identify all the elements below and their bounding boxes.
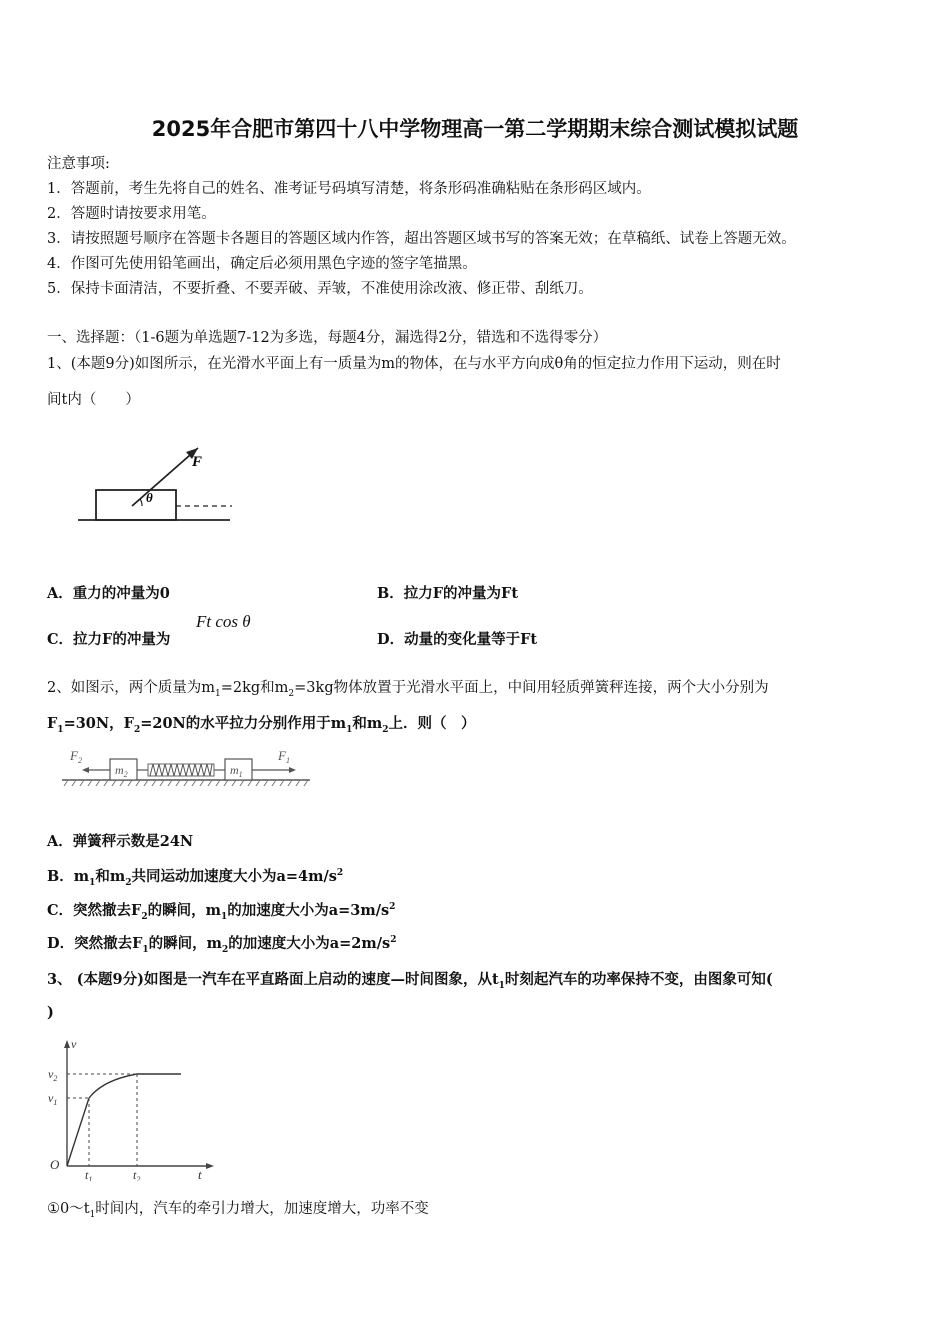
q2-stem-line1: 2、如图示，两个质量为$m_1=2kg$和$m_2=3kg$物体放置于光滑水平面上，中间用轻质弹簧秤连接，两个大小分别为 xyxy=(47,680,769,699)
notice-item-1: 1．答题前，考生先将自己的姓名、准考证号码填写清楚，将条形码准确粘贴在条形码区域内。 xyxy=(47,181,651,197)
q3-label-v2: $v_2$ xyxy=(48,1067,58,1083)
q1-angle-arc xyxy=(140,499,142,506)
q2-option-d: D．突然撤去$F_1$的瞬间，$m_2$的加速度大小为$a=2m/s^2$ xyxy=(47,935,397,955)
q1-force-arrow xyxy=(132,448,198,506)
q2-option-a: A．弹簧秤示数是24N xyxy=(47,833,194,850)
section-heading: 一、选择题：（1-6题为单选题7-12为多选，每题4分，漏选得2分，错选和不选得零分） xyxy=(47,330,608,346)
q1-option-b: B．拉力F的冲量为Ft xyxy=(377,585,519,602)
q2-label-F1: $F_1$ xyxy=(278,748,290,765)
q2-label-m2: $m_2$ xyxy=(115,763,128,779)
q2-spring-coil xyxy=(150,764,212,776)
q3-label-origin: O xyxy=(50,1157,60,1172)
q3-stem-line1: 3、 (本题9分)如图是一汽车在平直路面上启动的速度—时间图象，从$t_1$时刻起汽车的功率保持不变，由图象可知( xyxy=(47,971,773,991)
q3-stem-line2: ) xyxy=(47,1004,54,1021)
q2-arrowhead-F2 xyxy=(82,767,89,773)
q1-stem-line2: 间t内（ ） xyxy=(47,392,140,408)
q3-label-v1: $v_1$ xyxy=(48,1091,58,1107)
q1-block xyxy=(96,490,176,520)
page-title: 2025年合肥市第四十八中学物理高一第二学期期末综合测试模拟试题 xyxy=(151,117,799,141)
q2-figure xyxy=(60,742,318,794)
notice-item-3: 3．请按照题号顺序在答题卡各题目的答题区域内作答，超出答题区域书写的答案无效；在草稿纸、试卷上答题无效。 xyxy=(47,231,796,247)
notice-item-4: 4．作图可先使用铅笔画出，确定后必须用黑色字迹的签字笔描黑。 xyxy=(47,256,477,272)
q3-t-axis-arrow xyxy=(206,1163,214,1169)
q3-statement-1: $①0\sim t_1$时间内，汽车的牵引力增大，加速度增大，功率不变 xyxy=(47,1201,429,1220)
q1-figure xyxy=(70,440,240,525)
q3-label-t2: $t_2$ xyxy=(133,1168,141,1181)
q3-label-t: t xyxy=(198,1167,202,1181)
q1-option-c-math: Ft cos θ xyxy=(196,612,251,631)
q1-option-a: A．重力的冲量为0 xyxy=(47,585,170,602)
q3-v-axis-arrow xyxy=(64,1040,70,1048)
q1-option-d: D．动量的变化量等于Ft xyxy=(377,631,538,648)
q1-option-c: C．拉力F的冲量为 xyxy=(47,631,171,648)
q3-vt-graph xyxy=(45,1036,225,1181)
q3-linear-segment xyxy=(67,1098,89,1166)
q2-label-F2: $F_2$ xyxy=(70,748,82,765)
notice-item-2: 2．答题时请按要求用笔。 xyxy=(47,206,216,222)
notice-heading: 注意事项: xyxy=(47,156,110,172)
q3-label-t1: $t_1$ xyxy=(85,1168,93,1181)
q2-option-c: C．突然撤去$F_2$的瞬间，$m_1$的加速度大小为$a=3m/s^2$ xyxy=(47,902,396,922)
q2-arrowhead-F1 xyxy=(289,767,296,773)
q3-label-v: v xyxy=(71,1037,77,1051)
q2-ground-hatch xyxy=(64,780,308,786)
q1-label-theta: θ xyxy=(146,490,153,505)
q2-stem-line2: $F_1=30N$，$F_2=20N$的水平拉力分别作用于$m_1$和$m_2$上．则（ ） xyxy=(47,715,476,735)
q2-option-b: B．$m_1$和$m_2$共同运动加速度大小为$a=4m/s^2$ xyxy=(47,868,344,888)
notice-item-5: 5．保持卡面清洁，不要折叠、不要弄破、弄皱，不准使用涂改液、修正带、刮纸刀。 xyxy=(47,281,593,297)
q3-curve-segment xyxy=(89,1074,137,1098)
q2-label-m1: $m_1$ xyxy=(230,763,243,779)
q1-label-F: F xyxy=(192,454,203,470)
q1-stem-line1: 1、(本题9分)如图所示，在光滑水平面上有一质量为m的物体，在与水平方向成θ角的恒定拉力作用下运动，则在时 xyxy=(47,356,781,372)
